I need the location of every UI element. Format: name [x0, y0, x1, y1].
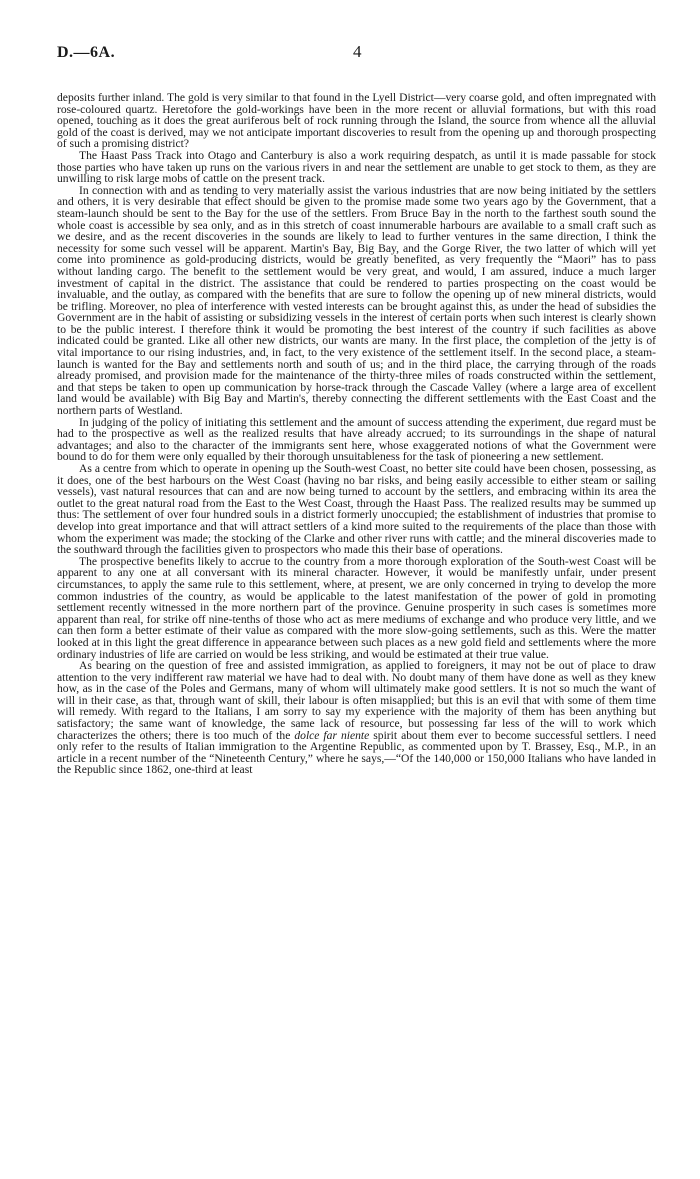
paragraph: In judging of the policy of initiating this settlement and the amount of success attending the experiment, due regard must be had to the prospective as well as the realized results that have already accrued; to its surroundings in the shape of natural advantages; and also to the character of the immigrants sent here, whose exaggerated notions of what the Government were bound to do for them were only equalled by their thorough unsuitableness for the task of pioneering a new settlement. — [57, 415, 656, 464]
paragraph-text: spirit about them ever to become successful settlers. I need only refer to the results of Italian immigration to the Argentine Republic, as commented upon by T. Brassey, Esq., M.P., in an article in a recent number of the “Nineteenth Century,” where he says,—“Of the 140,000 or 150,000 Italians who have landed in the Republic since 1862, one-third at least — [57, 728, 657, 777]
italic-phrase: dolce far niente — [294, 728, 370, 742]
paragraph-text: As bearing on the question of free and assisted immigration, as applied to foreigners, it may not be out of place to draw attention to the very indifferent raw material we have had to deal with. No doubt many of them have done as well as they knew how, as in the case of the Poles and Germans, many of whom will ultimately make good settlers. It is not so much the want of will in their case, as that, through want of skill, their labour is often misapplied; but this is an evil that with some of them time will remedy. With regard to the Italians, I am sorry to say my experience with the majority of them has been anything but satisfactory; the same want of knowledge, the same lack of resource, but possessing far less of the will to work which characterizes the others; there is too much of the — [57, 659, 656, 742]
paragraph: In connection with and as tending to very materially assist the various industries that are now being initiated by the settlers and others, it is very desirable that effect should be given to the promise made some two years ago by the Government, that a steam-launch should be sent to the Bay for the use of the settlers. From Bruce Bay in the north to the farthest south sound the whole coast is accessible by sea only, and as in this stretch of coast innumerable harbours are available to a small craft such as we desire, and as the recent discoveries in the sounds are likely to lead to further ventures in the same direction, I think the necessity for some such vessel will be apparent. Martin's Bay, Big Bay, and the Gorge River, the two latter of which will yet come into prominence as gold-producing districts, would be greatly benefited, as very frequently the “Maori” has to pass without landing cargo. The benefit to the settlement would be very great, and would, I am assured, induce a much larger investment of capital in the district. The assistance that could be rendered to parties prospecting on the coast would be invaluable, and the outlay, as compared with the benefits that are sure to follow the opening up of new mineral districts, would be trifling. Moreover, no plea of interference with vested interests can be brought against this, as under the head of subsidies the Government are in the habit of assisting or subsidizing vessels in the interest of certain ports when such interest is clearly shown to be the public interest. I therefore think it would be promoting the best interest of the country if such facilities as above indicated could be granted. Like all other new districts, our wants are many. In the first place, the completion of the jetty is of vital importance to our rising industries, and, in fact, to the very existence of the settlement itself. In the second place, a steam-launch is wanted for the Bay and settlements north and south of us; and in the third place, the carrying through of the roads already promised, and provision made for the maintenance of the thirty-three miles of roads constructed within the settlement, and that steps be taken to open up communication by horse-track through the Cascade Valley (where a large area of excellent land would be available) with Big Bay and Martin's, thereby connecting the different settlements with the East Coast and the northern parts of Westland. — [57, 183, 656, 418]
page-header — [57, 0, 656, 62]
paragraph: As a centre from which to operate in opening up the South-west Coast, no better site could have been chosen, possessing, as it does, one of the best harbours on the West Coast (having no bar risks, and being easily accessible to either steam or sailing vessels), vast natural resources that can and are now being turned to account by the settlers, and embracing within its area the outlet to the great natural road from the East to the West Coast, through the Haast Pass. The realized results may be summed up thus: The settlement of over four hundred souls in a district formerly unoccupied; the establishment of industries that promise to develop into great importance and that will attract settlers of a kind more suited to the requirements of the place than those with whom the experiment was made; the stocking of the Clarke and other river runs with cattle; and the mineral discoveries made to the southward through the facilities given to prospectors who made this their base of operations. — [57, 462, 656, 557]
paragraph — [57, 660, 656, 776]
paragraph: deposits further inland. The gold is very similar to that found in the Lyell District—very coarse gold, and often impregnated with rose-coloured quartz. Heretofore the gold-workings have been in the more recent or alluvial formations, but with this road opened, touching as it does the great auriferous belt of rock running through the Island, the source from whence all the alluvial gold of the coast is derived, may we not anticipate important discoveries to result from the opening up and thorough prospecting of such a promising district? — [57, 91, 656, 151]
document-code: D.—6A. — [57, 44, 116, 61]
paragraph: The prospective benefits likely to accrue to the country from a more thorough exploration of the South-west Coast will be apparent to any one at all conversant with its mineral character. However, it would be manifestly unfair, under present circumstances, to apply the same rule to this settlement, where, at present, we are only concerned in trying to develop the more common industries of the country, as would be applicable to the latest manifestation of the power of gold in promoting settlement recently witnessed in the more northern part of the province. Genuine prosperity in such cases is sometimes more apparent than real, for strike off nine-tenths of those who act as mere mediums of exchange and who produce very little, and we can then form a better estimate of their value as compared with the more slow-going settlements, such as this. Were the matter looked at in this light the great difference in appearance between such places as a new gold field and settlements where the more ordinary industries of life are carried on would be less striking, and would be estimated at their true value. — [57, 554, 656, 661]
body-text — [57, 92, 656, 776]
page-number: 4 — [353, 42, 362, 61]
paragraph: The Haast Pass Track into Otago and Canterbury is also a work requiring despatch, as until it is made passable for stock those parties who have taken up runs on the various rivers in and near the settlement are unable to get stock to them, as they are unwilling to risk large mobs of cattle on the present track. — [57, 148, 656, 186]
